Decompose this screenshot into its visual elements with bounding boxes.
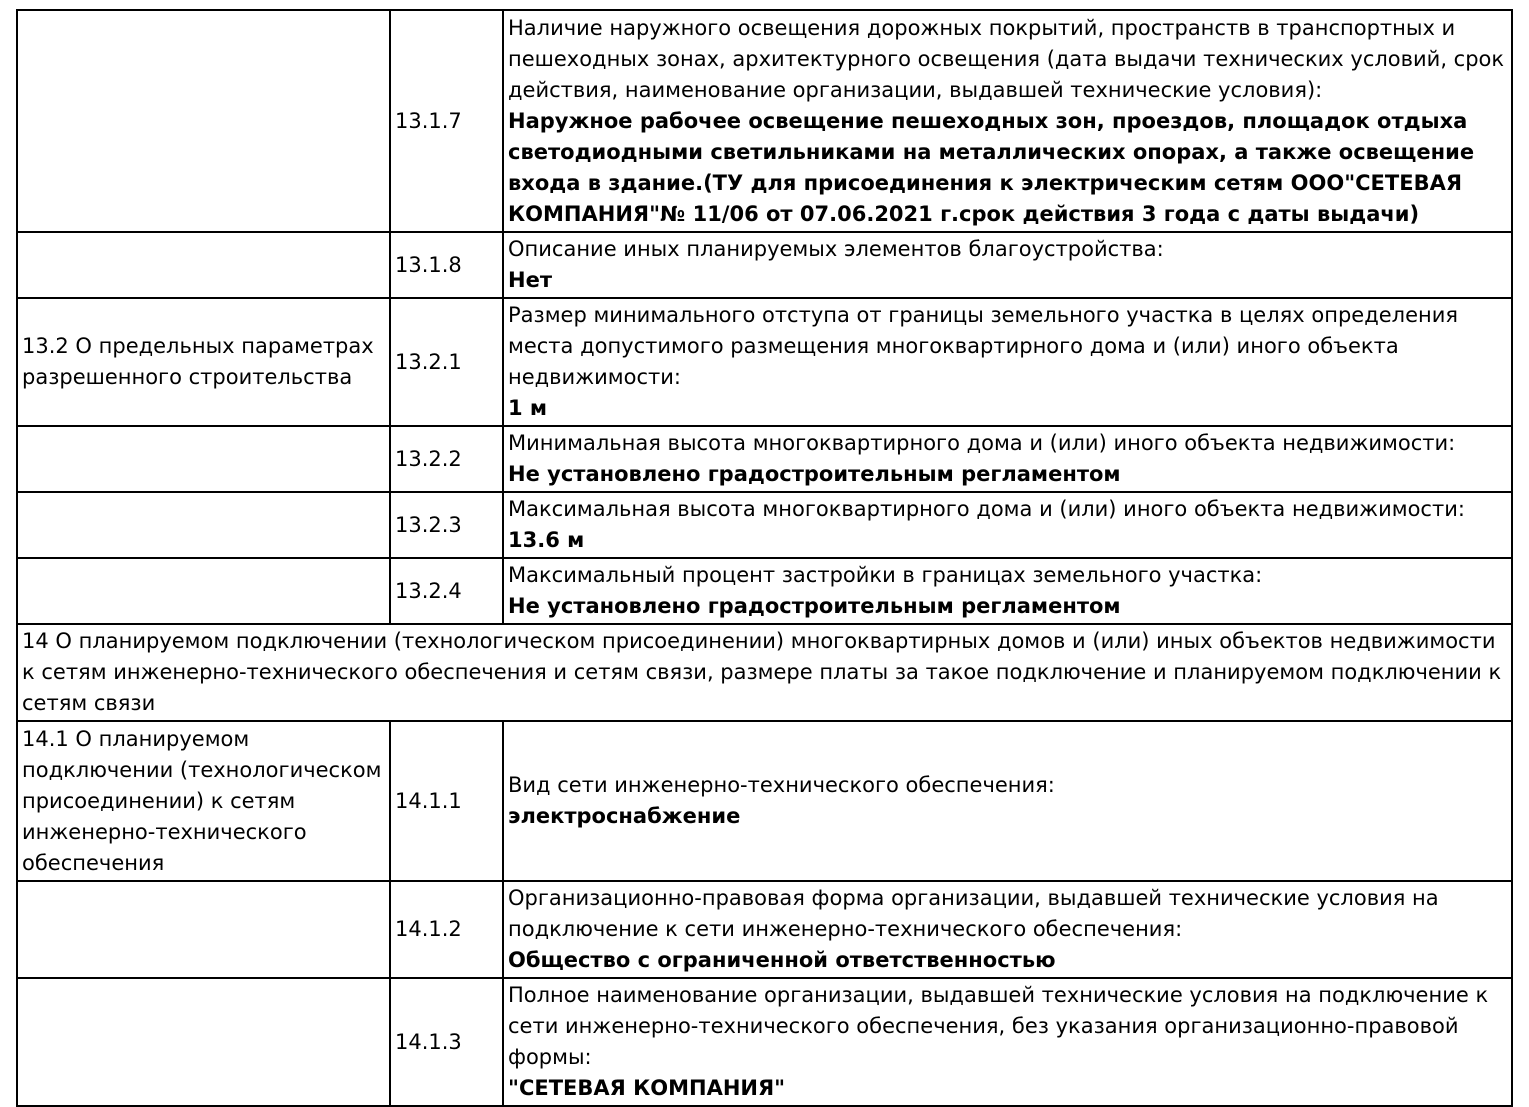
- section-cell: [17, 558, 390, 624]
- table-row: [17, 298, 1512, 426]
- section-cell: [17, 10, 390, 232]
- item-number: 14.1.2: [390, 881, 503, 978]
- item-value: "СЕТЕВАЯ КОМПАНИЯ": [508, 1076, 786, 1100]
- item-value: 1 м: [508, 396, 548, 420]
- section-cell: 13.2 О предельных параметрах разрешенного строительства: [17, 298, 390, 426]
- item-content: [503, 558, 1512, 624]
- item-value: Нет: [508, 268, 552, 292]
- table-row: [17, 232, 1512, 298]
- item-content: [503, 426, 1512, 492]
- item-value: Не установлено градостроительным регламентом: [508, 462, 1121, 486]
- item-content: [503, 721, 1512, 881]
- table-row: [17, 492, 1512, 558]
- item-number: 13.1.7: [390, 10, 503, 232]
- item-content: [503, 881, 1512, 978]
- item-label: Минимальная высота многоквартирного дома и (или) иного объекта недвижимости:: [508, 431, 1456, 455]
- item-content: [503, 10, 1512, 232]
- item-number: 13.2.3: [390, 492, 503, 558]
- item-value: электроснабжение: [508, 804, 741, 828]
- section-cell: 14.1 О планируемом подключении (технологическом присоединении) к сетям инженерно-технического обеспечения: [17, 721, 390, 881]
- item-content: [503, 492, 1512, 558]
- item-label: Описание иных планируемых элементов благоустройства:: [508, 237, 1164, 261]
- item-label: Размер минимального отступа от границы земельного участка в целях определения места допустимого размещения многоквартирного дома и (или) иного объекта недвижимости:: [508, 303, 1458, 389]
- item-value: Наружное рабочее освещение пешеходных зон, проездов, площадок отдыха светодиодными светильниками на металлических опорах, а также освещение входа в здание.(ТУ для присоединения к электрическим сетям ООО"СЕТЕВАЯ КОМПАНИЯ"№ 11/06 от 07.06.2021 г.срок действия 3 года с даты выдачи): [508, 108, 1475, 226]
- project-declaration-table: [16, 9, 1513, 1107]
- item-number: 14.1.3: [390, 978, 503, 1106]
- section-cell: [17, 232, 390, 298]
- item-label: Полное наименование организации, выдавшей технические условия на подключение к сети инженерно-технического обеспечения, без указания организационно-правовой формы:: [508, 983, 1489, 1069]
- item-label: Наличие наружного освещения дорожных покрытий, пространств в транспортных и пешеходных зонах, архитектурного освещения (дата выдачи технических условий, срок действия, наименование организации, выдавшей технические условия):: [508, 15, 1505, 102]
- section-cell: [17, 978, 390, 1106]
- item-content: [503, 978, 1512, 1106]
- item-label: Максимальная высота многоквартирного дома и (или) иного объекта недвижимости:: [508, 497, 1465, 521]
- item-number: 13.2.2: [390, 426, 503, 492]
- item-content: [503, 232, 1512, 298]
- item-number: 13.2.4: [390, 558, 503, 624]
- section-cell: [17, 426, 390, 492]
- section-header: 14 О планируемом подключении (технологическом присоединении) многоквартирных домов и (или) иных объектов недвижимости к сетям инженерно-технического обеспечения и сетям связи, размере платы за такое подключение и планируемом подключении к сетям связи: [17, 624, 1512, 721]
- item-label: Максимальный процент застройки в границах земельного участка:: [508, 563, 1263, 587]
- item-value: 13.6 м: [508, 528, 585, 552]
- item-number: 13.2.1: [390, 298, 503, 426]
- item-number: 13.1.8: [390, 232, 503, 298]
- section-cell: [17, 881, 390, 978]
- item-number: 14.1.1: [390, 721, 503, 881]
- item-label: Организационно-правовая форма организации, выдавшей технические условия на подключение к сети инженерно-технического обеспечения:: [508, 886, 1439, 941]
- table-row: [17, 426, 1512, 492]
- table-row: [17, 978, 1512, 1106]
- item-label: Вид сети инженерно-технического обеспечения:: [508, 773, 1055, 797]
- table-row: [17, 558, 1512, 624]
- table-row: [17, 10, 1512, 232]
- section-cell: [17, 492, 390, 558]
- item-content: [503, 298, 1512, 426]
- table-row: [17, 881, 1512, 978]
- item-value: Не установлено градостроительным регламентом: [508, 594, 1121, 618]
- item-value: Общество с ограниченной ответственностью: [508, 948, 1056, 972]
- section-header-row: [17, 624, 1512, 721]
- table-row: [17, 721, 1512, 881]
